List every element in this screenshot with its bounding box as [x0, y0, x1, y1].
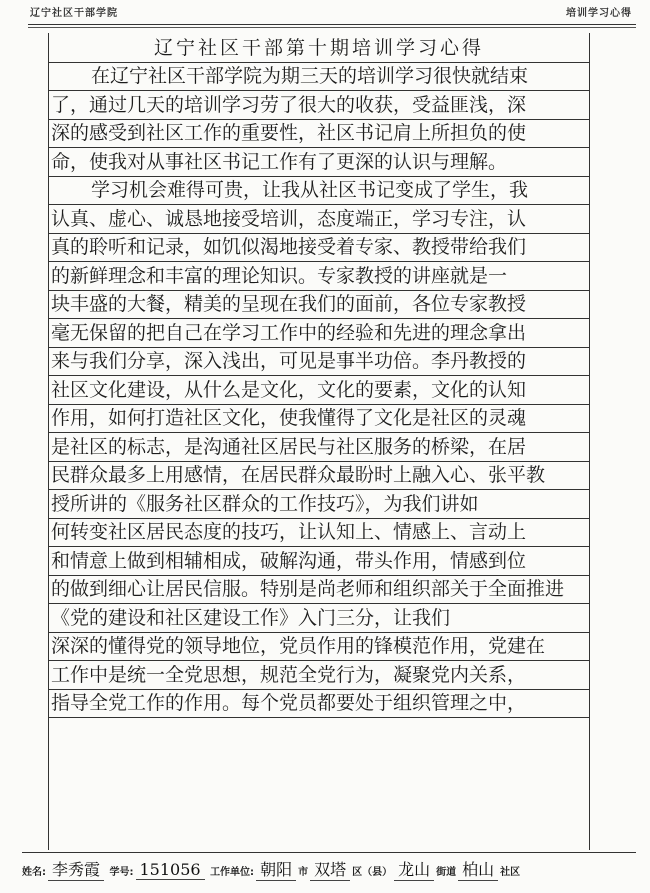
- header-rule: [28, 24, 636, 25]
- handwritten-line: 是社区的标志，是沟通社区居民与社区服务的桥梁，在居: [51, 435, 527, 458]
- handwritten-line: 学习机会难得可贵，让我从社区书记变成了学生，我: [91, 179, 529, 201]
- text-row: [49, 318, 589, 348]
- text-row: [49, 90, 589, 120]
- text-row: [49, 489, 589, 519]
- handwritten-line: 块丰盛的大餐，精美的呈现在我们的面前，各位专家教授: [51, 293, 527, 315]
- footer: [22, 852, 636, 883]
- title-row: [49, 33, 589, 63]
- text-row: [49, 233, 589, 263]
- handwritten-line: 深深的懂得党的领导地位，党员作用的锋模范作用，党建在: [51, 635, 546, 657]
- handwritten-line: 民群众最多上用感情，在居民群众最盼时上融入心、张平教: [51, 464, 546, 486]
- handwritten-line: 在辽宁社区干部学院为期三天的培训学习很快就结束: [91, 65, 529, 87]
- district-suffix: 区（县）: [352, 867, 393, 878]
- lined-sheet: [48, 33, 590, 850]
- text-row: [49, 575, 589, 605]
- street-value: 龙山: [394, 857, 434, 881]
- handwritten-line: 认真、虚心、诚恳地接受培训，态度端正，学习专注，认: [51, 207, 527, 230]
- text-row: [49, 62, 589, 92]
- community-value: 柏山: [458, 857, 498, 881]
- text-row: [49, 603, 589, 633]
- student-name: 李秀霞: [48, 857, 104, 881]
- header-right: 培训学习心得: [566, 8, 632, 19]
- text-row: [49, 689, 589, 719]
- handwritten-line: 毫无保留的把自己在学习工作中的经验和先进的理念拿出: [51, 321, 527, 344]
- header-rule-thin: [28, 27, 636, 28]
- header-left: 辽宁社区干部学院: [30, 8, 118, 19]
- handwritten-line: 了，通过几天的培训学习劳了很大的收获，受益匪浅，深: [51, 93, 527, 116]
- community-suffix: 社区: [500, 867, 521, 878]
- unit-label: 工作单位:: [210, 867, 255, 878]
- text-row: [49, 119, 589, 149]
- text-row: [49, 461, 589, 491]
- handwritten-line: 的做到细心让居民信服。特别是尚老师和组织部关于全面推进: [51, 578, 565, 600]
- text-row: [49, 518, 589, 548]
- text-row: [49, 204, 589, 234]
- text-row: [49, 176, 589, 206]
- name-label: 姓名:: [22, 867, 46, 878]
- handwritten-line: 命，使我对从事社区书记工作有了更深的认识与理解。: [51, 150, 508, 173]
- text-row: [49, 546, 589, 576]
- text-row: [49, 632, 589, 662]
- text-row: [49, 261, 589, 291]
- text-row: [49, 290, 589, 320]
- handwritten-line: 和情意上做到相辅相成，破解沟通，带头作用，情感到位: [51, 549, 527, 572]
- text-row: [49, 347, 589, 377]
- text-row: [49, 147, 589, 177]
- handwritten-line: 何转变社区居民态度的技巧，让认知上、情感上、言动上: [51, 521, 527, 543]
- city-suffix: 市: [298, 867, 309, 878]
- essay-title: 辽宁社区干部第十期培训学习心得: [153, 36, 484, 59]
- city-value: 朝阳: [256, 857, 296, 881]
- text-row: [49, 432, 589, 462]
- text-row: [49, 660, 589, 690]
- handwritten-line: 来与我们分享，深入浅出，可见是事半功倍。李丹教授的: [51, 350, 527, 372]
- handwritten-line: 的新鲜理念和丰富的理论知识。专家教授的讲座就是一: [51, 264, 508, 287]
- text-row: [49, 404, 589, 434]
- handwritten-line: 《党的建设和社区建设工作》入门三分，让我们: [51, 606, 451, 629]
- district-value: 双塔: [310, 857, 350, 881]
- handwritten-line: 社区文化建设，从什么是文化，文化的要素，文化的认知: [51, 378, 527, 401]
- handwritten-line: 授所讲的《服务社区群众的工作技巧》，为我们讲如: [51, 492, 479, 515]
- street-suffix: 街道: [436, 867, 457, 878]
- footer-line: [22, 857, 520, 881]
- handwritten-line: 作用，如何打造社区文化，使我懂得了文化是社区的灵魂: [51, 407, 527, 429]
- handwritten-line: 指导全党工作的作用。每个党员都要处于组织管理之中，: [51, 692, 527, 714]
- handwritten-line: 真的聆听和记录，如饥似渴地接受着专家、教授带给我们: [51, 236, 527, 258]
- handwritten-line: 工作中是统一全党思想，规范全党行为，凝聚党内关系，: [51, 663, 527, 686]
- text-row: [49, 375, 589, 405]
- id-label: 学号:: [109, 867, 134, 878]
- student-id: 151056: [136, 860, 205, 880]
- handwritten-line: 深的感受到社区工作的重要性，社区书记肩上所担负的使: [51, 122, 527, 144]
